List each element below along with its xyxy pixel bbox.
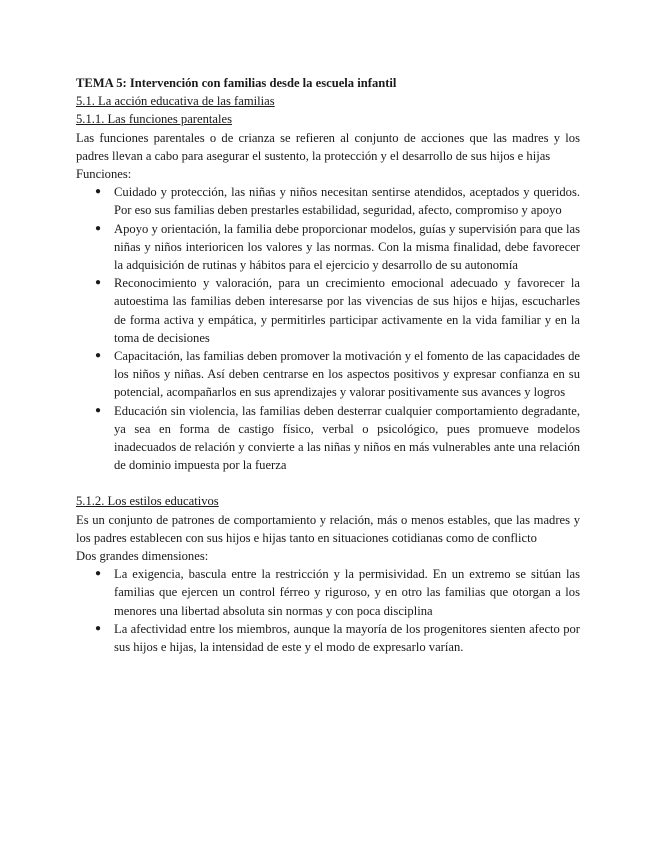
document-title: TEMA 5: Intervención con familias desde la escuela infantil	[76, 76, 397, 90]
section-5-1-2-intro: Es un conjunto de patrones de comportamiento y relación, más o menos estables, que las madres y los padres establecen con sus hijos e hijas tanto en situaciones cotidianas como de conflicto	[76, 512, 580, 545]
section-heading-5-1: 5.1. La acción educativa de las familias	[76, 94, 275, 109]
list-item-text: La afectividad entre los miembros, aunque la mayoría de los progenitores sienten afecto por sus hijos e hijas, la intensidad de este y el modo de expresarlo varían.	[114, 621, 580, 655]
section-5-1-1-intro: Las funciones parentales o de crianza se refieren al conjunto de acciones que las madres y los padres llevan a cabo para asegurar el sustento, la protección y el desarrollo de sus hijos e hijas	[76, 130, 580, 163]
section-heading-5-1-1: 5.1.1. Las funciones parentales	[76, 112, 232, 127]
list-item	[76, 620, 580, 656]
bullet-icon: ●	[95, 350, 102, 362]
list-item-text: Reconocimiento y valoración, para un crecimiento emocional adecuado y favorecer la autoestima las familias deben interesarse por las vivencias de sus hijos e hijas, escucharles de forma activa y empática, y permitirles participar activamente en la vida familiar y en la toma de decisiones	[114, 276, 580, 345]
list-item-text: Cuidado y protección, las niñas y niños necesitan sentirse atendidos, aceptados y queridos. Por eso sus familias deben prestarles estabilidad, seguridad, afecto, compromiso y apoyo	[114, 185, 580, 218]
list-item	[76, 220, 580, 275]
bullet-icon: ●	[95, 186, 102, 198]
list-item-text: La exigencia, bascula entre la restricción y la permisividad. En un extremo se sitúan las familias que ejercen un control férreo y riguroso, y en otro las familias que otorgan a los menores una libertad absoluta sin normas y con poca disciplina	[114, 567, 580, 618]
functions-list	[76, 183, 580, 474]
list-item	[76, 347, 580, 402]
document-page	[76, 74, 580, 656]
list-item-text: Capacitación, las familias deben promover la motivación y el fomento de las capacidades de los niños y niñas. Así deben centrarse en los aspectos positivos y expresar confianza en su potencial, acompañarlos en sus aprendizajes y valorar positivamente sus avances y logros	[114, 349, 580, 400]
section-5-1-1-list-label: Funciones:	[76, 167, 132, 182]
dimensions-list	[76, 565, 580, 656]
list-item	[76, 402, 580, 475]
bullet-icon: ●	[95, 277, 102, 289]
paragraph-gap	[76, 474, 580, 492]
list-item	[76, 183, 580, 219]
bullet-icon: ●	[95, 222, 102, 234]
list-item	[76, 565, 580, 620]
list-item-text: Educación sin violencia, las familias deben desterrar cualquier comportamiento degradante, ya sea en forma de castigo físico, verbal o psicológico, pues promueve modelos inadecuados de relación y convierte a las niñas y niños en más vulnerables ante una relación de dominio impuesta por la fuerza	[114, 403, 580, 473]
bullet-icon: ●	[95, 568, 102, 580]
bullet-icon: ●	[95, 622, 102, 634]
section-heading-5-1-2: 5.1.2. Los estilos educativos	[76, 494, 219, 509]
section-5-1-2-list-label: Dos grandes dimensiones:	[76, 549, 209, 564]
bullet-icon: ●	[95, 404, 102, 416]
list-item	[76, 274, 580, 347]
list-item-text: Apoyo y orientación, la familia debe proporcionar modelos, guías y supervisión para que las niñas y niños interioricen los valores y las normas. Con la misma finalidad, debe favorecer la adquisición de rutinas y hábitos para el ejercicio y desarrollo de su autonomía	[114, 221, 580, 273]
